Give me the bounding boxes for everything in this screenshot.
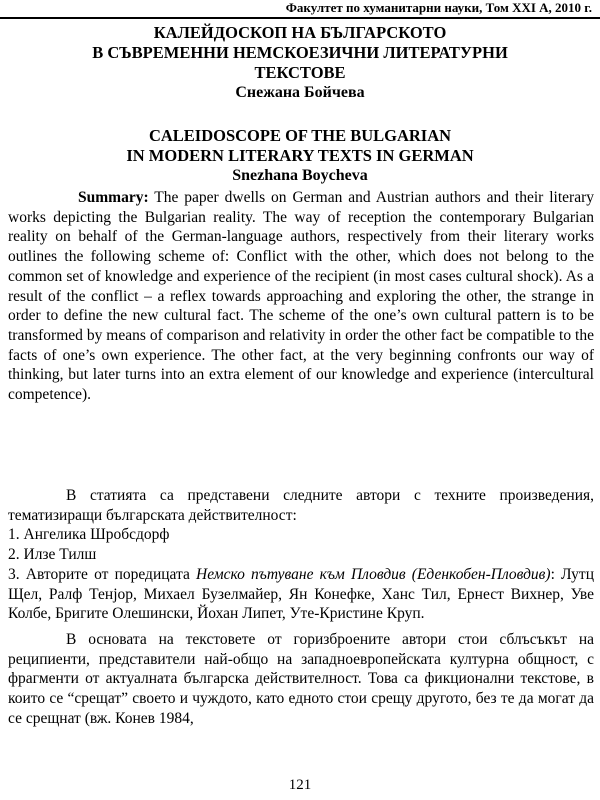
author-list-item-3 bbox=[8, 565, 594, 624]
title-bulgarian bbox=[0, 23, 600, 103]
running-header: Факултет по хуманитарни науки, Том XXI А, 2010 г. bbox=[285, 0, 592, 15]
article-body bbox=[8, 486, 594, 728]
summary-label: Summary: bbox=[78, 189, 149, 206]
title-bg-line-3: ТЕКСТОВЕ bbox=[254, 63, 346, 82]
item3-end: : Лутц Щел, Ралф Тенјор, Михаел Бузелмайер, Ян Конефке, Ханс Тил, Ернест Вихнер, Уве Колбе, Бригите Олешински, Йохан Липет, Уте-Кристине Круп. bbox=[8, 565, 594, 623]
item3-series-title: Немско пътуване към Пловдив (Еденкобен-Пловдив) bbox=[196, 565, 551, 583]
page-number: 121 bbox=[288, 777, 312, 793]
title-english bbox=[0, 126, 600, 186]
author-list-item-2: 2. Илзе Тилш bbox=[8, 546, 97, 564]
item3-start: 3. Авторите от поредицата bbox=[8, 565, 197, 583]
title-bg-line-2: В СЪВРЕМЕННИ НЕМСКОЕЗИЧНИ ЛИТЕРАТУРНИ bbox=[92, 43, 508, 62]
author-bulgarian: Снежана Бойчева bbox=[235, 84, 365, 101]
author-list-item-1: 1. Ангелика Шробсдорф bbox=[8, 526, 170, 544]
header-rule bbox=[0, 17, 600, 19]
summary-text: The paper dwells on German and Austrian authors and their literary works depicting the Bulgarian reality. The way of reception the contemporary Bulgarian reality on behalf of the German-language authors, respectively from their literary works outlines the following scheme of: Conflict with the other, which does not belong to the common set of knowledge and experience of the recipient (in most cases cultural shock). As a result of the conflict – a reflex towards approaching and exploring the other, the strange in order to define the new cultural fact. The scheme of the one’s own cultural pattern is to be transformed by means of comparison and relativity in order the other fact be compatible to the facts of one’s own experience. The other fact, at the very beginning confronts our way of thinking, but later turns into an extra element of our knowledge and experience (intercultural competence). bbox=[8, 189, 594, 404]
author-english: Snezhana Boycheva bbox=[232, 167, 368, 184]
title-en-line-2: IN MODERN LITERARY TEXTS IN GERMAN bbox=[126, 146, 474, 165]
second-paragraph: В основата на текстовете от горизброените автори стои сблъсъкът на реципиенти, представители най-общо на западноевропейската културна общност, с фрагменти от актуалната българска действителност. Това са фикционални текстове, в които се “срещат” своето и чуждото, като едното стои срещу другото, без те да могат да се срещнат (вж. Конев 1984, bbox=[8, 630, 594, 727]
title-bg-line-1: КАЛЕЙДОСКОП НА БЪЛГАРСКОТО bbox=[153, 23, 447, 42]
intro-paragraph: В статията са представени следните автори с техните произведения, тематизиращи българската действителност: bbox=[8, 487, 594, 524]
title-en-line-1: CALEIDOSCOPE OF THE BULGARIAN bbox=[148, 126, 452, 145]
summary-paragraph bbox=[8, 188, 594, 405]
